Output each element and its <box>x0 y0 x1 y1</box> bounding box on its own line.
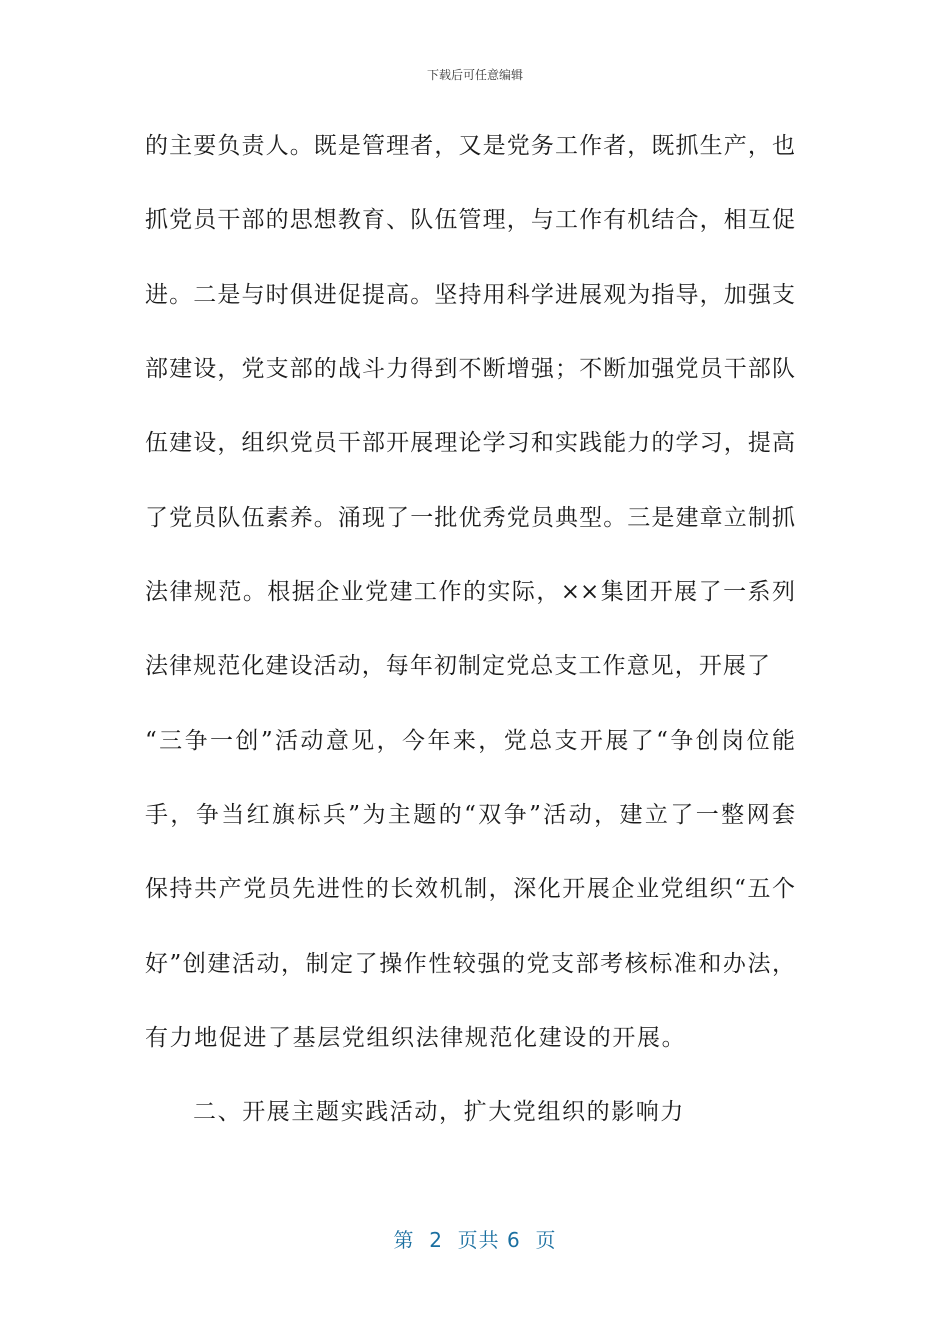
paragraph-line: 法律规范。根据企业党建工作的实际，××集团开展了一系列 <box>145 579 795 605</box>
paragraph-line: 了党员队伍素养。涌现了一批优秀党员典型。三是建章立制抓 <box>145 505 795 531</box>
page-number: 第 2 页共 6 页 <box>393 1228 557 1252</box>
paragraph-line: 的主要负责人。既是管理者，又是党务工作者，既抓生产，也 <box>145 133 795 159</box>
paragraph-line: 好”创建活动，制定了操作性较强的党支部考核标准和办法， <box>145 951 795 977</box>
paragraph-line: 部建设，党支部的战斗力得到不断增强；不断加强党员干部队 <box>145 356 795 382</box>
paragraph-line: “三争一创”活动意见，今年来，党总支开展了“争创岗位能 <box>145 728 795 754</box>
paragraph-line: 手，争当红旗标兵”为主题的“双争”活动，建立了一整网套 <box>145 802 795 828</box>
paragraph-line: 法律规范化建设活动，每年初制定党总支工作意见，开展了 <box>145 653 770 679</box>
paragraph-line: 抓党员干部的思想教育、队伍管理，与工作有机结合，相互促 <box>145 207 795 233</box>
paragraph-line: 伍建设，组织党员干部开展理论学习和实践能力的学习，提高 <box>145 430 795 456</box>
section-heading: 二、开展主题实践活动，扩大党组织的影响力 <box>193 1099 685 1125</box>
paragraph-line: 有力地促进了基层党组织法律规范化建设的开展。 <box>145 1025 687 1051</box>
page-header: 下载后可任意编辑 <box>426 68 523 82</box>
paragraph-line: 进。二是与时俱进促提高。坚持用科学进展观为指导，加强支 <box>145 282 795 308</box>
paragraph-line: 保持共产党员先进性的长效机制，深化开展企业党组织“五个 <box>145 876 795 902</box>
